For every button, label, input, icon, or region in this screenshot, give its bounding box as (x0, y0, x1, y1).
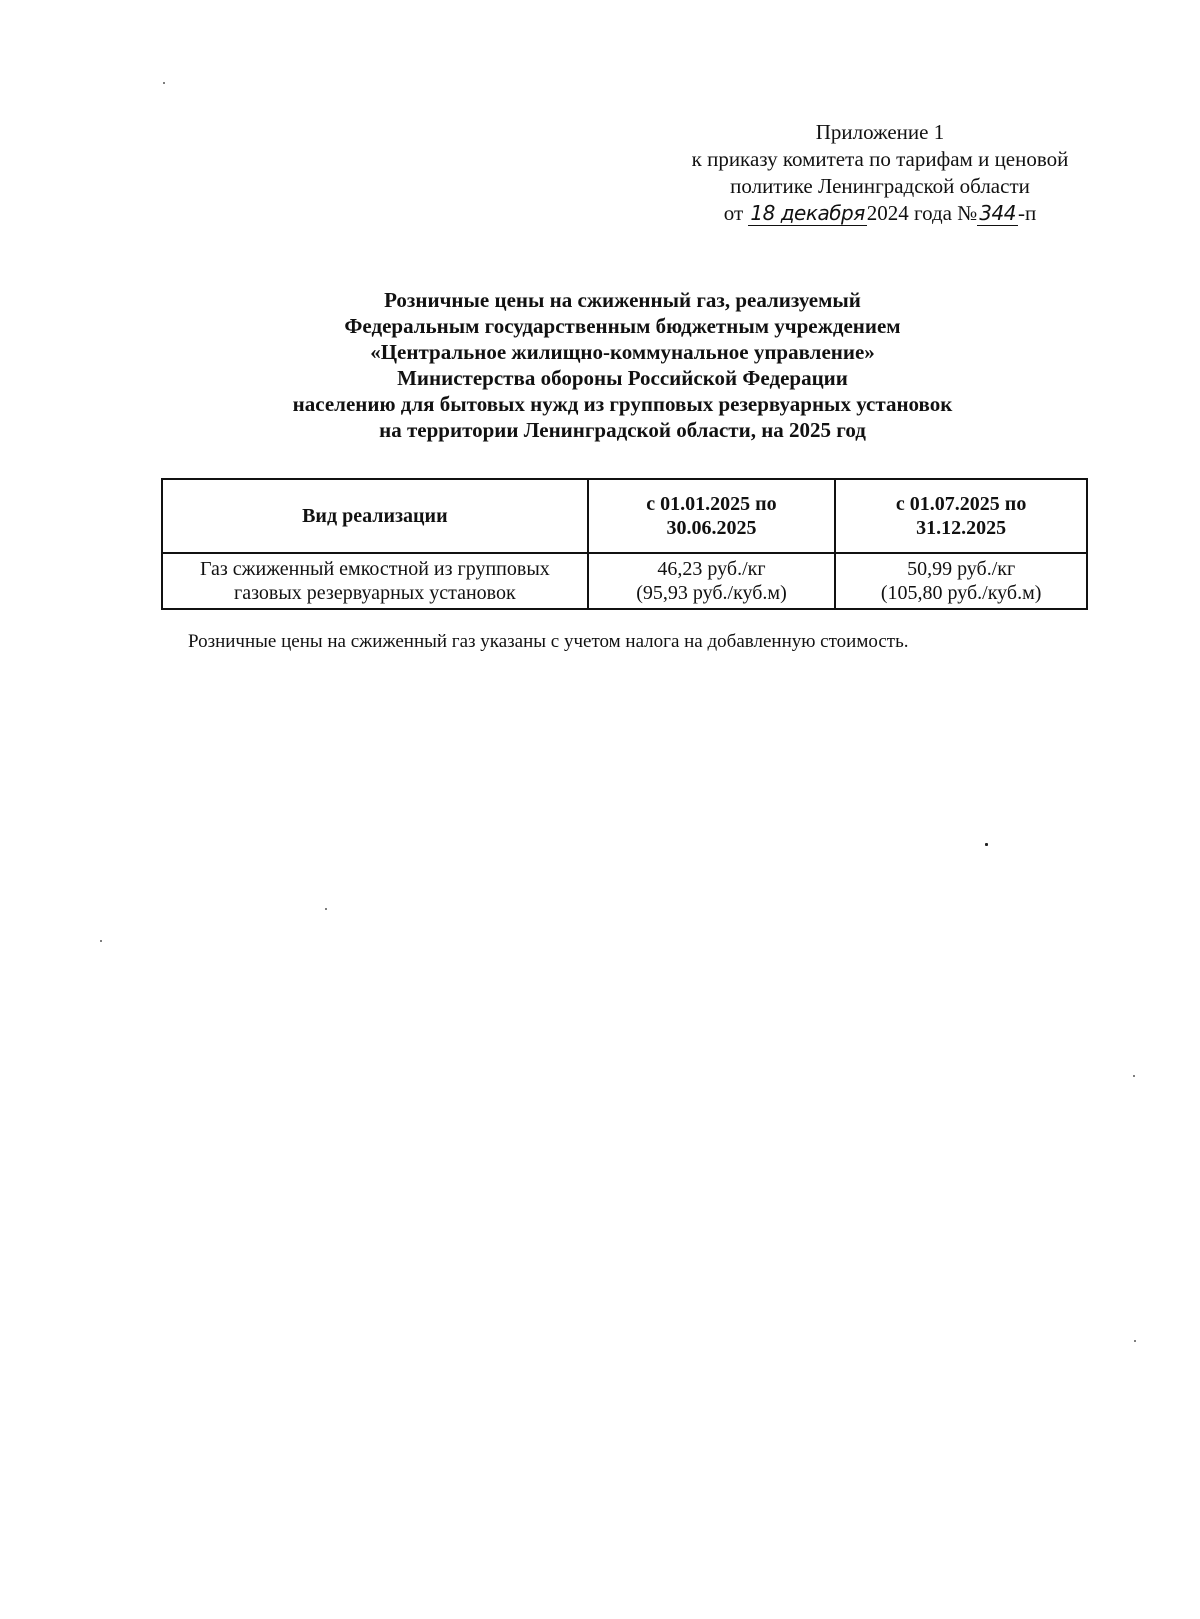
cell-sale-type: Газ сжиженный емкостной из групповых газовых резервуарных установок (162, 553, 588, 609)
title-line: Розничные цены на сжиженный газ, реализуемый (384, 288, 861, 312)
scan-speck (985, 843, 988, 846)
scan-speck (1134, 1340, 1136, 1342)
vat-note: Розничные цены на сжиженный газ указаны с учетом налога на добавленную стоимость. (188, 631, 909, 652)
scan-speck (163, 82, 165, 84)
date-prefix: от (723, 201, 744, 225)
price-table (161, 478, 1088, 610)
title-line: на территории Ленинградской области, на 2025 год (379, 418, 866, 442)
header-period-1: с 01.01.2025 по 30.06.2025 (588, 479, 836, 553)
number-suffix: -п (1017, 201, 1037, 225)
handwritten-date: 18 декабря (750, 201, 865, 225)
appendix-line-3: политике Ленинградской области (730, 174, 1030, 198)
header-sale-type: Вид реализации (162, 479, 588, 553)
document-title (160, 287, 1085, 443)
scan-speck (1133, 1075, 1135, 1077)
handwritten-number: 344 (979, 201, 1016, 225)
title-line: Федеральным государственным бюджетным учреждением (344, 314, 901, 338)
title-line: населению для бытовых нужд из групповых резервуарных установок (292, 392, 953, 416)
header-period-2: с 01.07.2025 по 31.12.2025 (835, 479, 1087, 553)
table-row (162, 553, 1087, 609)
title-line: Министерства обороны Российской Федерации (397, 366, 848, 390)
table-header-row (162, 479, 1087, 553)
appendix-line-2: к приказу комитета по тарифам и ценовой (691, 147, 1069, 171)
appendix-header (640, 119, 1120, 227)
appendix-line-1: Приложение 1 (815, 120, 945, 144)
scan-speck (100, 940, 102, 942)
appendix-date-line (640, 200, 1120, 227)
scan-speck (325, 908, 327, 910)
cell-price-period-2: 50,99 руб./кг (105,80 руб./куб.м) (835, 553, 1087, 609)
cell-price-period-1: 46,23 руб./кг (95,93 руб./куб.м) (588, 553, 836, 609)
date-year: 2024 года № (866, 201, 978, 225)
title-line: «Центральное жилищно-коммунальное управление» (370, 340, 875, 364)
